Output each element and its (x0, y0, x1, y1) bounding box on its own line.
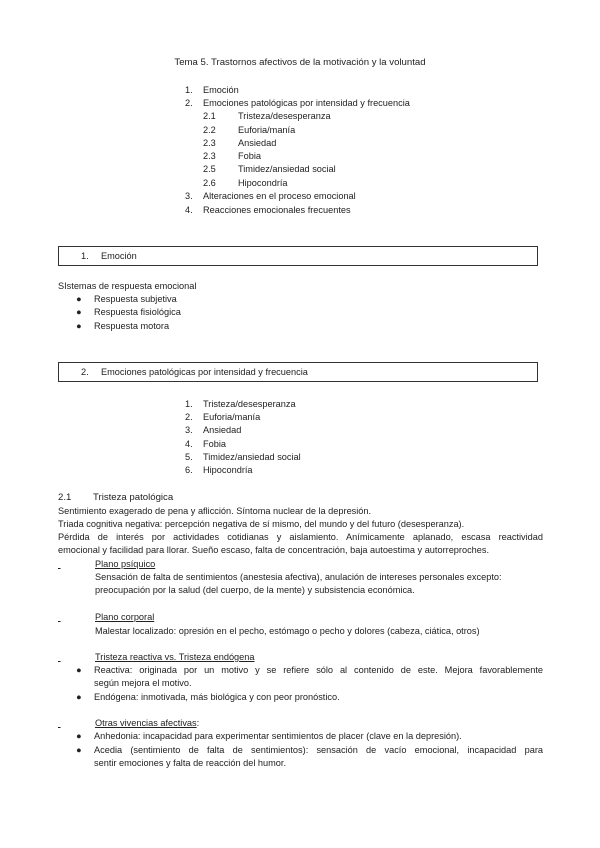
toc-num: 4. (185, 205, 193, 215)
toc-num: 2.1 (203, 111, 216, 121)
bullet-icon: ● (76, 745, 82, 755)
list-num: 1. (185, 399, 193, 409)
bullet-icon: ● (76, 665, 82, 675)
toc-num: 2.3 (203, 138, 216, 148)
list-item: Hipocondría (203, 465, 253, 475)
bullet-icon: ● (76, 294, 82, 304)
paragraph-line: emocional y facilidad para llorar. Sueño escaso, falta de concentración, baja autoestima y autorreproches. (58, 545, 490, 555)
underline-indent (58, 612, 95, 622)
subsection-number: 2.1 (58, 492, 72, 503)
paragraph-line: sentir emociones y falta de reacción del humor. (94, 758, 287, 768)
list-item: Tristeza/desesperanza (203, 399, 296, 409)
section-number: 1. (81, 251, 89, 261)
block-heading (95, 718, 199, 728)
list-item-text: Respuesta fisiológica (94, 307, 181, 317)
toc-num: 2.6 (203, 178, 216, 188)
toc-item: Reacciones emocionales frecuentes (203, 205, 351, 215)
underline-indent (58, 559, 95, 569)
paragraph-line: Endógena: inmotivada, más biológica y con peor pronóstico. (94, 692, 340, 702)
toc-num: 2.3 (203, 151, 216, 161)
toc-item: Ansiedad (238, 138, 277, 148)
list-num: 6. (185, 465, 193, 475)
paragraph-line: Anhedonia: incapacidad para experimentar sentimientos de placer (clave en la depresión). (94, 731, 462, 741)
toc-item: Hipocondría (238, 178, 288, 188)
block-heading: Plano psíquico (95, 559, 156, 569)
bullet-icon: ● (76, 321, 82, 331)
toc-num: 1. (185, 85, 193, 95)
toc-item: Tristeza/desesperanza (238, 111, 331, 121)
heading-colon: : (196, 718, 200, 728)
paragraph-line: Triada cognitiva negativa: percepción negativa de sí mismo, del mundo y del futuro (desesperanza). (58, 519, 465, 529)
toc-item: Timidez/ansiedad social (238, 164, 336, 174)
toc-num: 2.2 (203, 125, 216, 135)
section-1-intro: SIstemas de respuesta emocional (58, 281, 197, 291)
list-item: Euforia/manía (203, 412, 261, 422)
toc-num: 2. (185, 98, 193, 108)
underline-indent (58, 718, 95, 728)
list-num: 5. (185, 452, 193, 462)
toc-item: Emociones patológicas por intensidad y frecuencia (203, 98, 410, 108)
subsection-heading: Tristeza patológica (93, 492, 174, 503)
section-heading: Emoción (101, 251, 137, 261)
list-item-text: Respuesta subjetiva (94, 294, 177, 304)
list-num: 4. (185, 439, 193, 449)
list-item: Ansiedad (203, 425, 242, 435)
document-title: Tema 5. Trastornos afectivos de la motivación y la voluntad (174, 57, 426, 68)
section-1-heading-box (58, 246, 538, 266)
paragraph-line: Pérdida de interés por actividades cotidianas y aislamiento. Anímicamente aplanado, escasa reactividad (58, 532, 543, 542)
block-heading: Plano corporal (95, 612, 155, 622)
toc-item: Euforia/manía (238, 125, 296, 135)
underline-indent (58, 652, 95, 662)
bullet-icon: ● (76, 692, 82, 702)
list-num: 2. (185, 412, 193, 422)
list-item-text: Respuesta motora (94, 321, 170, 331)
paragraph-line: Sentimiento exagerado de pena y aflicción. Síntoma nuclear de la depresión. (58, 506, 372, 516)
block-heading: Tristeza reactiva vs. Tristeza endógena (95, 652, 255, 662)
paragraph-line: preocupación por la salud (del cuerpo, de la mente) y subsistencia económica. (95, 585, 415, 595)
section-2-heading-box (58, 362, 538, 382)
list-num: 3. (185, 425, 193, 435)
section-number: 2. (81, 367, 89, 377)
toc-item: Alteraciones en el proceso emocional (203, 191, 356, 201)
toc-num: 3. (185, 191, 193, 201)
paragraph-line: según mejora el motivo. (94, 678, 192, 688)
bullet-icon: ● (76, 307, 82, 317)
paragraph-line: Acedia (sentimiento de falta de sentimientos): sensación de vacío emocional, incapacidad para (94, 745, 543, 755)
paragraph-line: Malestar localizado: opresión en el pecho, estómago o pecho y dolores (cabeza, ciática, otros) (95, 626, 480, 636)
block-heading-text: Otras vivencias afectivas (95, 718, 197, 728)
list-item: Timidez/ansiedad social (203, 452, 301, 462)
list-item: Fobia (203, 439, 226, 449)
toc-item: Emoción (203, 85, 239, 95)
bullet-icon: ● (76, 731, 82, 741)
toc-num: 2.5 (203, 164, 216, 174)
paragraph-line: Sensación de falta de sentimientos (anestesia afectiva), anulación de intereses personales excepto: (95, 572, 502, 582)
section-heading: Emociones patológicas por intensidad y frecuencia (101, 367, 308, 377)
toc-item: Fobia (238, 151, 261, 161)
paragraph-line: Reactiva: originada por un motivo y se refiere sólo al contenido de este. Mejora favorablemente (94, 665, 543, 675)
